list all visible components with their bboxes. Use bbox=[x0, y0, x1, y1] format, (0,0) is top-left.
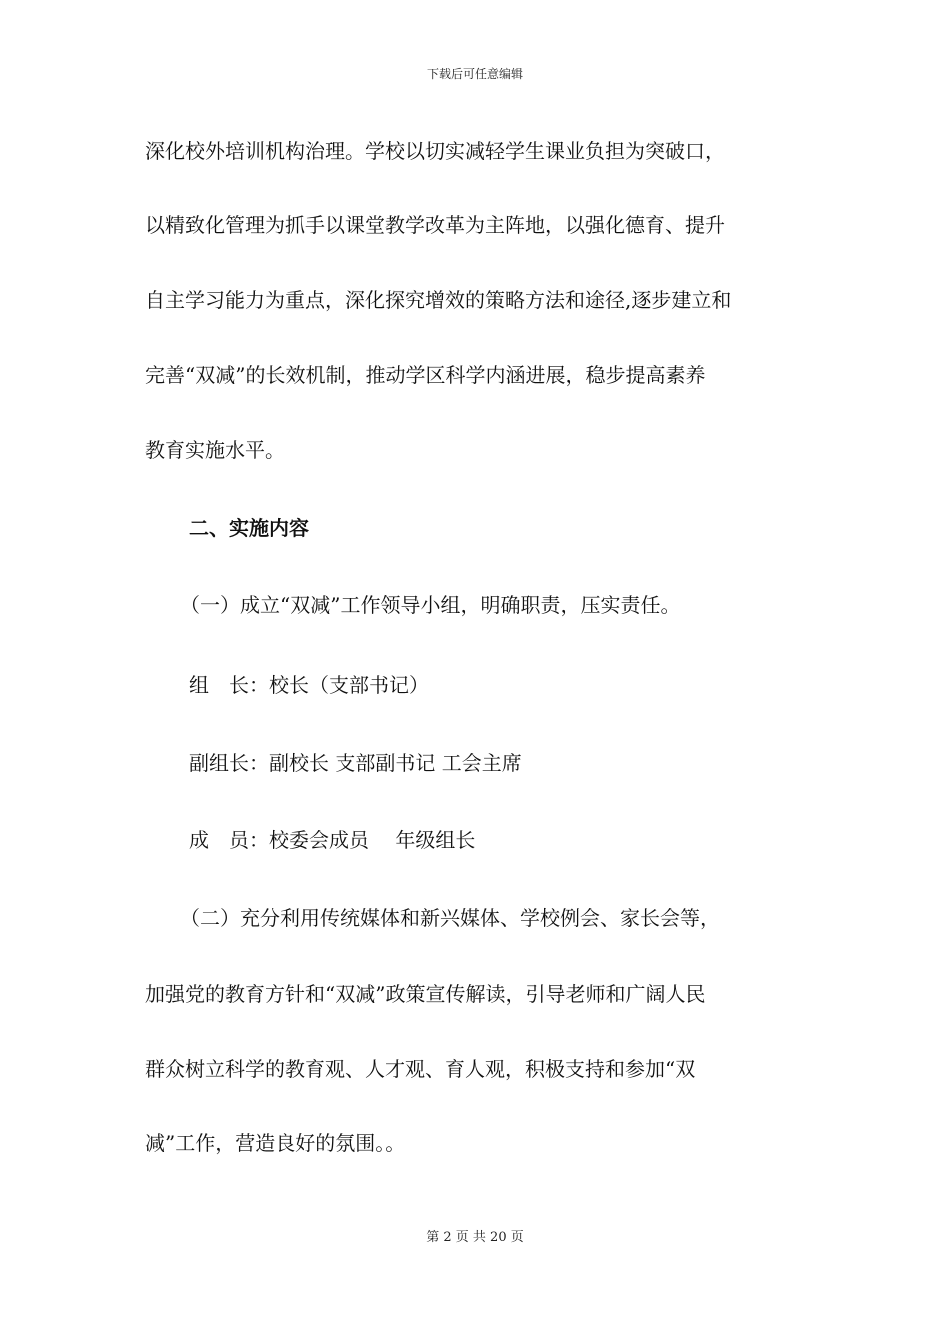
page-header: 下载后可任意编辑 bbox=[426, 67, 523, 81]
paragraph-line: 自主学习能力为重点，深化探究增效的策略方法和途径,逐步建立和 bbox=[145, 288, 732, 312]
paragraph-line: 加强党的教育方针和“双减”政策宣传解读，引导老师和广阔人民 bbox=[145, 982, 706, 1006]
paragraph-line: 教育实施水平。 bbox=[145, 438, 285, 462]
paragraph-line: 以精致化管理为抓手以课堂教学改革为主阵地，以强化德育、提升 bbox=[145, 213, 725, 237]
member-line-members: 成 员：校委会成员 年级组长 bbox=[189, 828, 476, 852]
paragraph-line: 群众树立科学的教育观、人才观、育人观，积极支持和参加“双 bbox=[145, 1057, 696, 1081]
paragraph-line: 完善“双减”的长效机制，推动学区科学内涵进展，稳步提高素养 bbox=[145, 363, 706, 387]
paragraph-line: 深化校外培训机构治理。学校以切实减轻学生课业负担为突破口， bbox=[145, 139, 725, 163]
section-heading: 二、实施内容 bbox=[189, 516, 309, 540]
subsection-heading: （一）成立“双减”工作领导小组，明确职责，压实责任。 bbox=[180, 593, 681, 617]
member-line-deputy: 副组长：副校长 支部副书记 工会主席 bbox=[189, 751, 522, 775]
paragraph-line: （二）充分利用传统媒体和新兴媒体、学校例会、家长会等， bbox=[180, 906, 720, 930]
paragraph-line: 减”工作，营造良好的氛围。。 bbox=[145, 1131, 406, 1155]
page-number: 第 2 页 共 20 页 bbox=[426, 1230, 524, 1245]
member-line-leader: 组 长：校长（支部书记） bbox=[189, 673, 429, 697]
